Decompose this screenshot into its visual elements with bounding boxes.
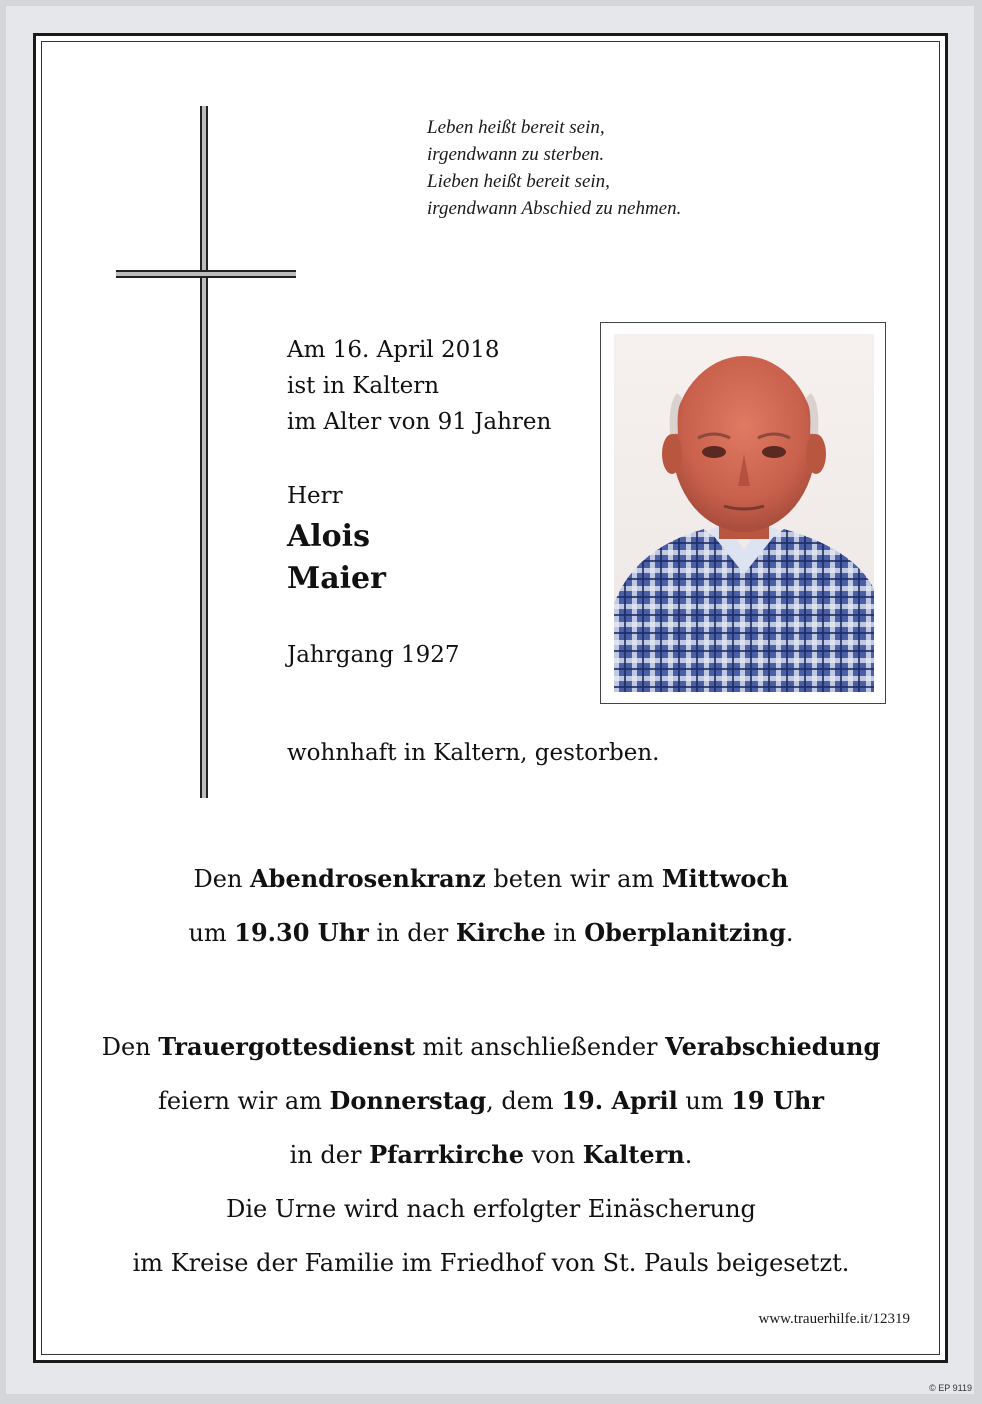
birth-year: Jahrgang 1927: [287, 642, 460, 668]
cross-icon-join: [202, 272, 206, 276]
poem-line: Lieben heißt bereit sein,: [427, 171, 610, 192]
first-name: Alois: [287, 519, 370, 554]
last-name: Maier: [287, 561, 386, 596]
mass-line-4: Die Urne wird nach erfolgter Einäscherung: [226, 1195, 756, 1223]
rosary-line-1: Den Abendrosenkranz beten wir am Mittwoch: [193, 864, 789, 893]
mass-line-3: in der Pfarrkirche von Kaltern.: [289, 1140, 693, 1169]
residence: wohnhaft in Kaltern, gestorben.: [287, 740, 660, 766]
funeral-mass-notice: [70, 1020, 912, 1290]
mass-line-5: im Kreise der Familie im Friedhof von St. Pauls beigesetzt.: [132, 1249, 850, 1277]
death-place: ist in Kaltern: [287, 373, 440, 399]
poem-line: irgendwann Abschied zu nehmen.: [427, 198, 682, 219]
mass-line-2: feiern wir am Donnerstag, dem 19. April um 19 Uhr: [158, 1086, 824, 1115]
death-age: im Alter von 91 Jahren: [287, 409, 552, 435]
rosary-notice: [70, 852, 912, 960]
rosary-line-2: um 19.30 Uhr in der Kirche in Oberplanitzing.: [188, 918, 794, 947]
death-announcement: [287, 332, 607, 440]
poem: [427, 114, 847, 222]
portrait-photo: [614, 334, 874, 692]
poem-line: Leben heißt bereit sein,: [427, 117, 605, 138]
print-code: © EP 9119: [929, 1383, 972, 1393]
deceased-name: [287, 516, 386, 600]
honorific: Herr: [287, 483, 343, 509]
footer-url[interactable]: www.trauerhilfe.it/12319: [758, 1311, 910, 1327]
poem-line: irgendwann zu sterben.: [427, 144, 605, 165]
death-date: Am 16. April 2018: [287, 337, 500, 363]
mass-line-1: Den Trauergottesdienst mit anschließender Verabschiedung: [101, 1032, 881, 1061]
cross-icon-bar: [116, 270, 296, 278]
cross-icon: [200, 106, 208, 798]
